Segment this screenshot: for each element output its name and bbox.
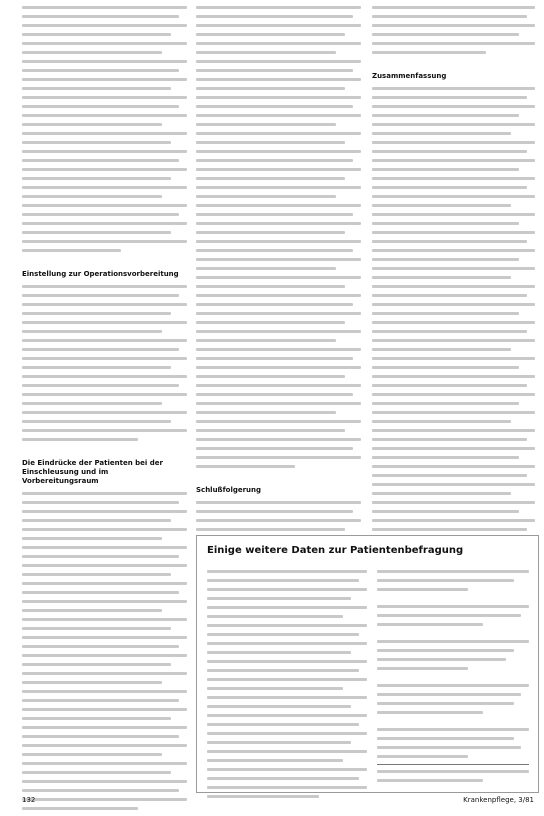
section-heading: Schlußfolgerung (196, 486, 262, 494)
data-box (196, 535, 539, 793)
paragraph (22, 492, 187, 810)
paragraph (22, 6, 187, 252)
box-title: Einige weitere Daten zur Patientenbefragung (207, 545, 464, 556)
section-heading: Zusammenfassung (372, 72, 447, 80)
divider (377, 764, 529, 765)
box-column-2 (377, 570, 529, 788)
box-column-1 (207, 570, 367, 804)
paragraph (372, 6, 535, 54)
text-column-1 (22, 6, 187, 816)
page-number: 132 (22, 796, 36, 804)
journal-issue: Krankenpflege, 3/81 (463, 796, 534, 804)
page-footer (22, 796, 534, 808)
paragraph (372, 87, 535, 603)
paragraph (22, 285, 187, 441)
section-heading: Die Eindrücke der Patienten bei der Einschleusung und im Vorbereitungsraum (22, 459, 163, 485)
section-heading: Einstellung zur Operationsvorbereitung (22, 270, 179, 278)
paragraph (196, 6, 361, 468)
